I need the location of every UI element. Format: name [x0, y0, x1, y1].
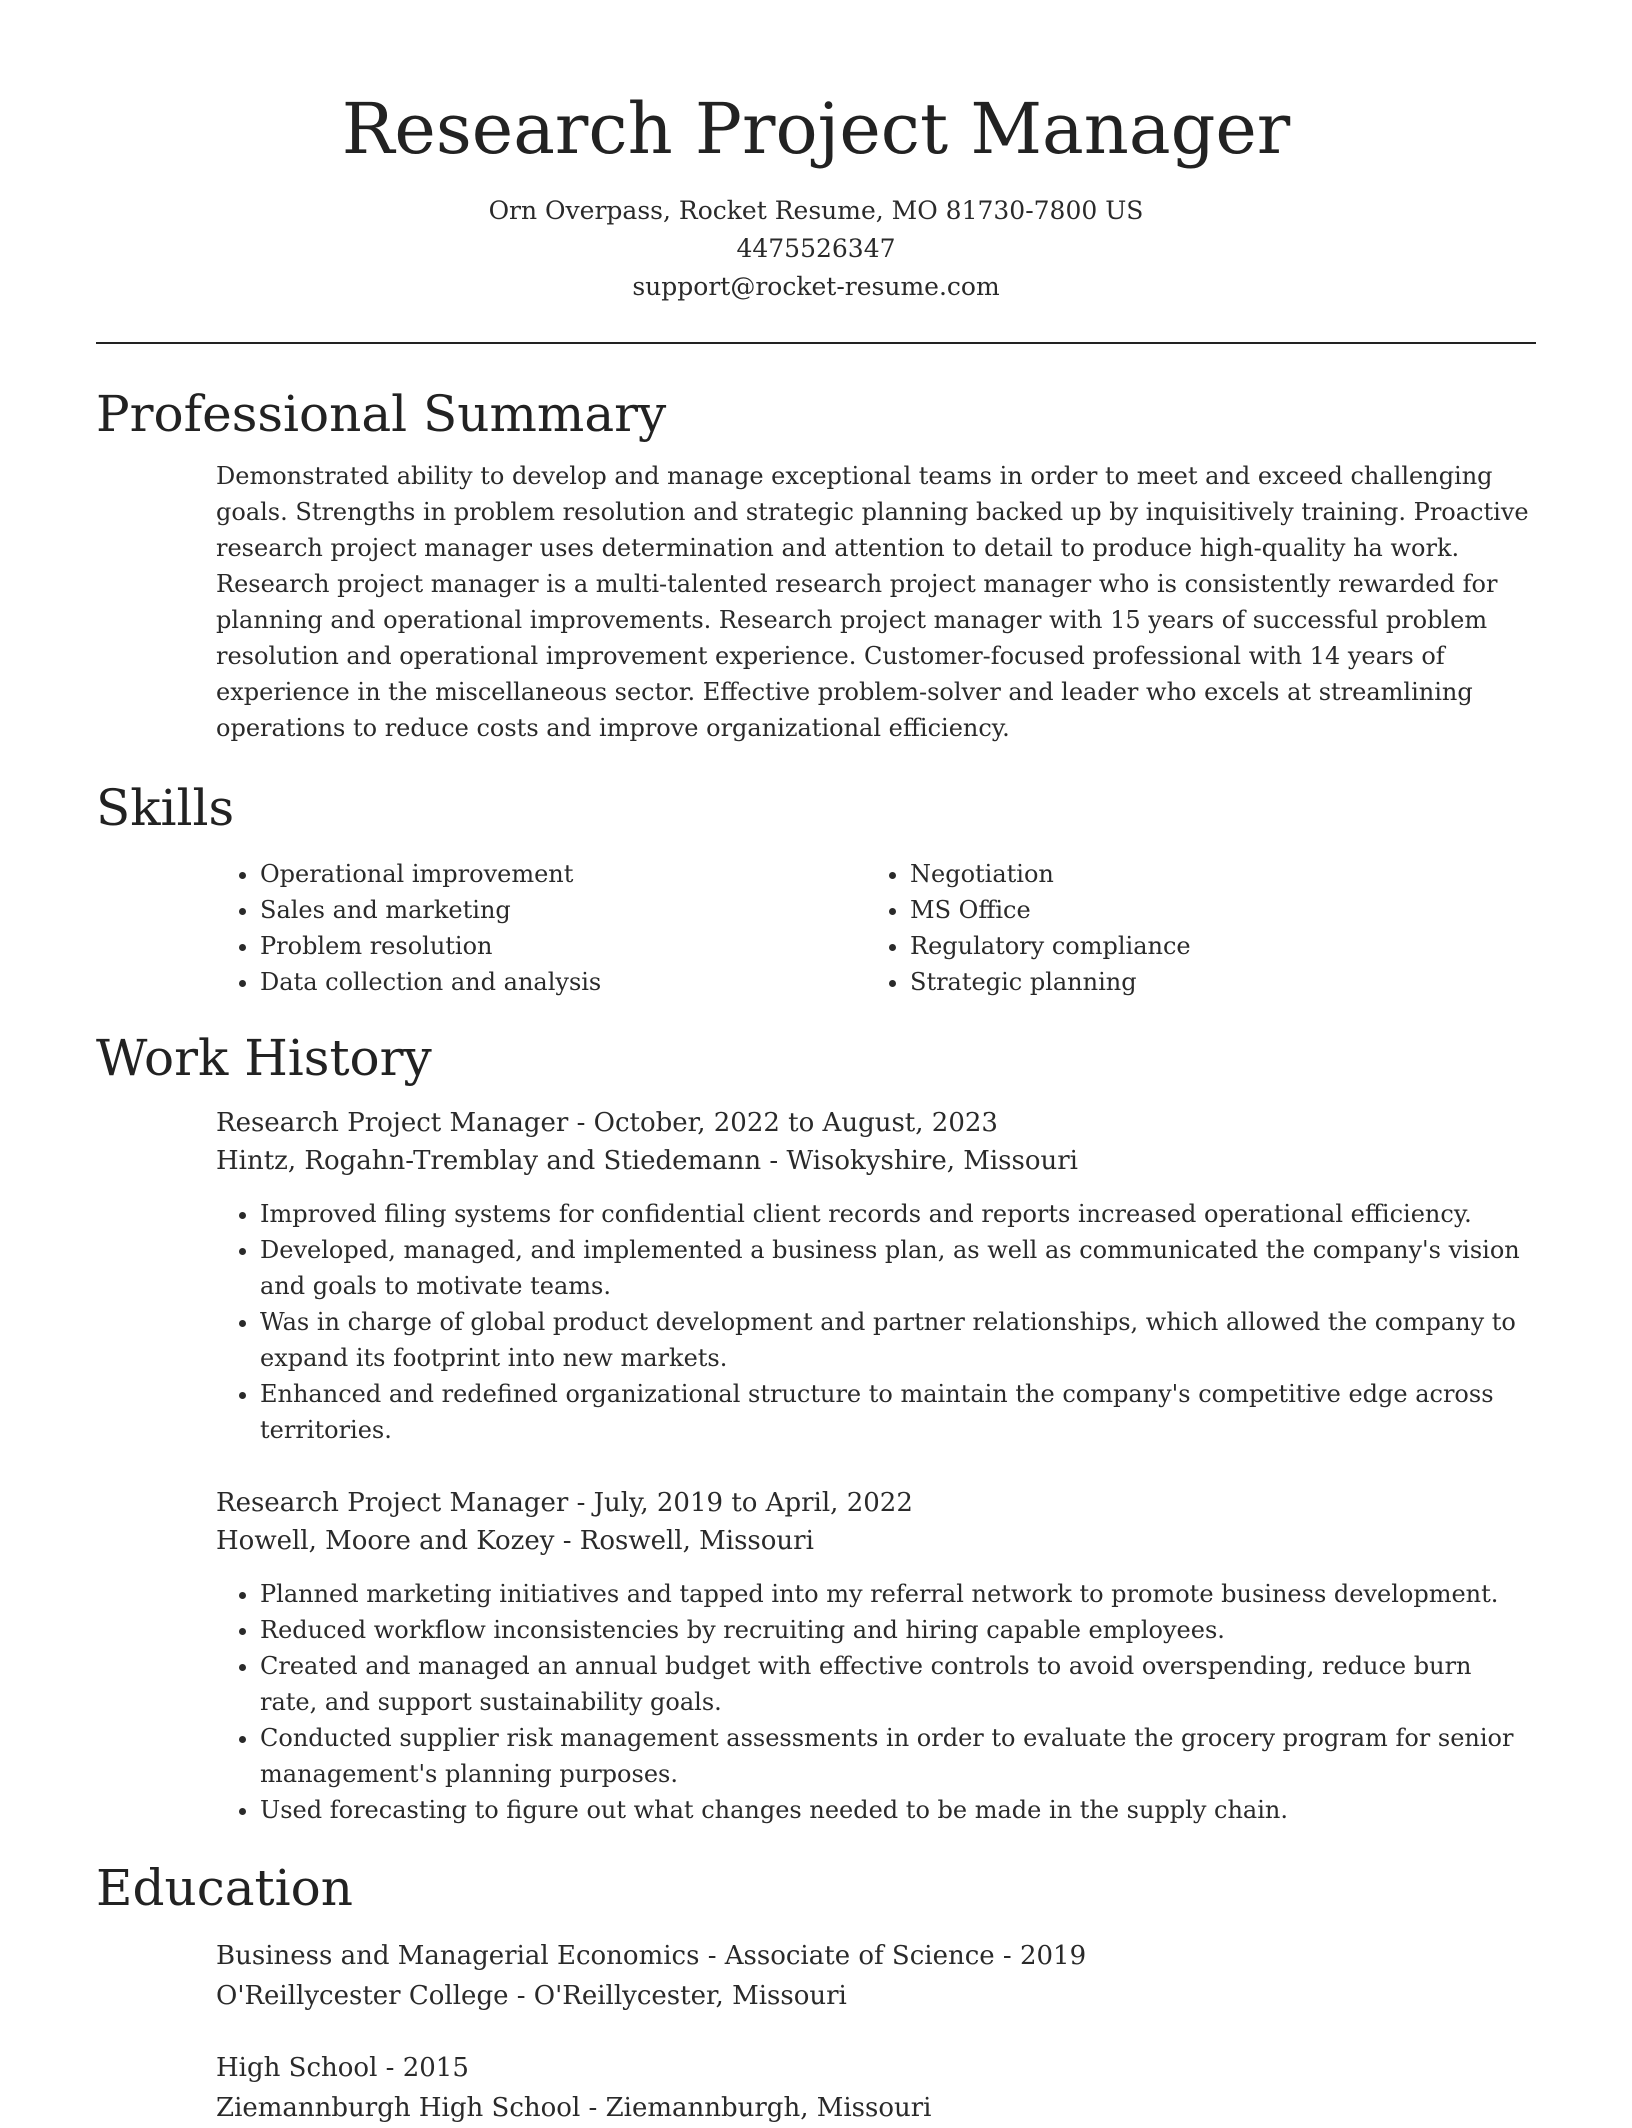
education-heading: Education: [96, 1859, 353, 1917]
summary-text: Demonstrated ability to develop and manage exceptional teams in order to meet and exceed challenging goals. Strengths in problem resolution and strategic planning backed up by inquisitively training. Proactive research project manager uses determination and attention to detail to produce high-quality ha work. Research project manager is a multi-talented research project manager who is consistently rewarded for planning and operational improvements. Research project manager with 15 years of successful problem resolution and operational improvement experience. Customer-focused professional with 14 years of experience in the miscellaneous sector. Effective problem-solver and leader who excels at streamlining operations to reduce costs and improve organizational efficiency.: [216, 462, 1529, 742]
job-entry: [216, 1104, 1536, 1448]
job-bullet: • Reduced workflow inconsistencies by recruiting and hiring capable employees.: [260, 1612, 1536, 1648]
job-bullet: • Used forecasting to figure out what changes needed to be made in the supply chain.: [260, 1792, 1536, 1828]
skill-item: • Problem resolution: [260, 928, 866, 964]
job-company-line: Howell, Moore and Kozey - Roswell, Missouri: [216, 1526, 814, 1556]
skill-item: • Regulatory compliance: [910, 928, 1516, 964]
job-bullet: • Created and managed an annual budget with effective controls to avoid overspending, reduce burn rate, and support sustainability goals.: [260, 1648, 1536, 1720]
job-bullet: • Enhanced and redefined organizational structure to maintain the company's competitive edge across territories.: [260, 1376, 1536, 1448]
job-bullet: • Developed, managed, and implemented a business plan, as well as communicated the company's vision and goals to motivate teams.: [260, 1232, 1536, 1304]
education-section: [96, 1856, 1536, 2128]
skill-item: • MS Office: [910, 892, 1516, 928]
header-divider: [96, 342, 1536, 344]
skills-column-right: [866, 856, 1516, 1000]
job-company-line: Hintz, Rogahn-Tremblay and Stiedemann - Wisokyshire, Missouri: [216, 1146, 1078, 1176]
contact-block: [0, 192, 1632, 306]
job-bullet: • Improved filing systems for confidential client records and reports increased operational efficiency.: [260, 1196, 1536, 1232]
school-line: Ziemannburgh High School - Ziemannburgh, Missouri: [216, 2093, 932, 2123]
work-history-heading: Work History: [96, 1029, 432, 1087]
work-history-section: [96, 1026, 1536, 1828]
job-title-line: Research Project Manager - July, 2019 to April, 2022: [216, 1488, 913, 1518]
job-bullets: [216, 1576, 1536, 1828]
job-title-line: Research Project Manager - October, 2022 to August, 2023: [216, 1108, 998, 1138]
skill-item: • Sales and marketing: [260, 892, 866, 928]
address: Orn Overpass, Rocket Resume, MO 81730-7800 US: [488, 196, 1144, 225]
summary-heading: Professional Summary: [96, 385, 667, 443]
education-entry: [216, 1936, 1536, 2016]
skills-section: [96, 776, 1536, 1000]
resume-title: Research Project Manager: [341, 88, 1291, 170]
job-bullet: • Was in charge of global product development and partner relationships, which allowed the company to expand its footprint into new markets.: [260, 1304, 1536, 1376]
education-entry: [216, 2048, 1536, 2128]
skill-item: • Strategic planning: [910, 964, 1516, 1000]
job-entry: [216, 1484, 1536, 1828]
email: support@rocket-resume.com: [632, 272, 1000, 301]
skill-item: • Operational improvement: [260, 856, 866, 892]
skill-item: • Negotiation: [910, 856, 1516, 892]
job-bullet: • Conducted supplier risk management assessments in order to evaluate the grocery program for senior management's planning purposes.: [260, 1720, 1536, 1792]
job-bullet: • Planned marketing initiatives and tapped into my referral network to promote business development.: [260, 1576, 1536, 1612]
summary-section: [96, 382, 1536, 746]
degree-line: Business and Managerial Economics - Associate of Science - 2019: [216, 1941, 1087, 1971]
skills-list: [216, 856, 1536, 1000]
skills-column-left: [216, 856, 866, 1000]
resume-header: [0, 0, 1632, 306]
skill-item: • Data collection and analysis: [260, 964, 866, 1000]
job-bullets: [216, 1196, 1536, 1448]
degree-line: High School - 2015: [216, 2053, 469, 2083]
skills-heading: Skills: [96, 779, 235, 837]
phone: 4475526347: [736, 234, 896, 263]
school-line: O'Reillycester College - O'Reillycester, Missouri: [216, 1981, 847, 2011]
